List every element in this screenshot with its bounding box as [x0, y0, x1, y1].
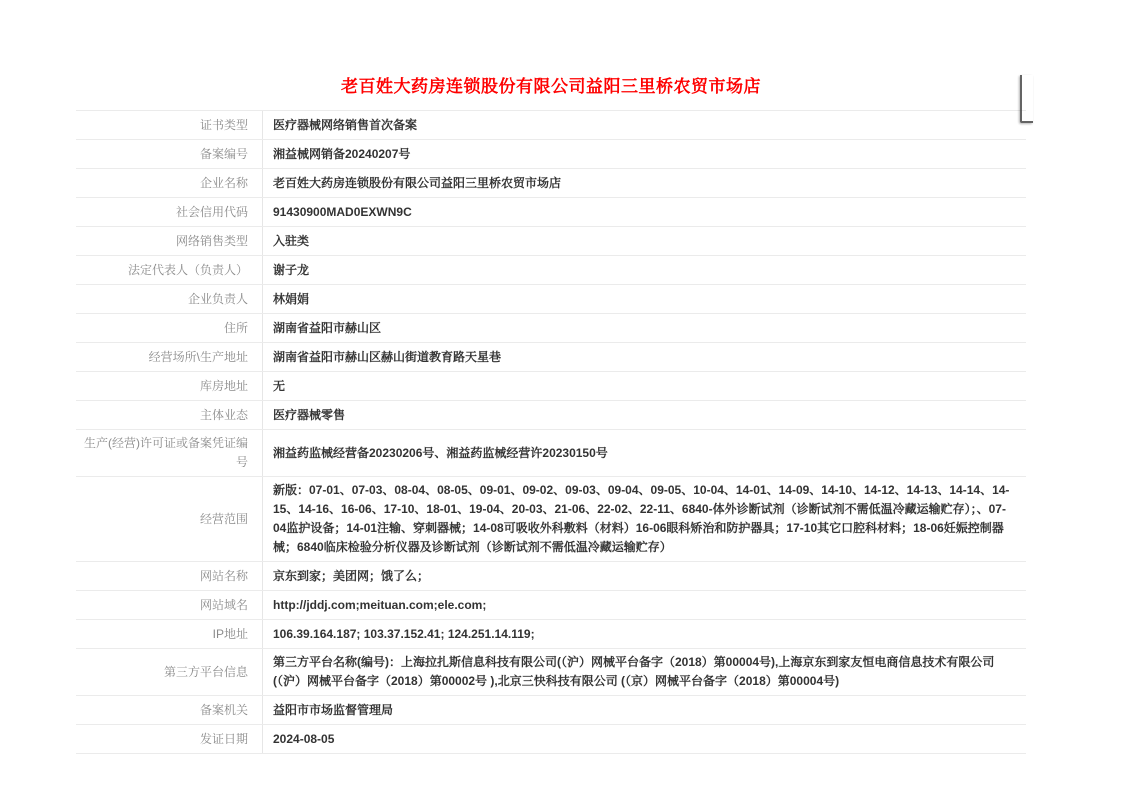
row-value-text: 2024-08-05: [273, 731, 335, 746]
row-label: 住所: [223, 320, 248, 335]
row-value: [262, 477, 1026, 561]
table-row: [76, 561, 1026, 590]
table-row: [76, 110, 1026, 139]
row-label: IP地址: [212, 626, 248, 641]
table-row: [76, 695, 1026, 724]
row-value: [262, 372, 1026, 400]
row-value-text: http://jddj.com;meituan.com;ele.com;: [273, 597, 487, 612]
table-row: [76, 342, 1026, 371]
row-label: 库房地址: [199, 378, 248, 393]
table-row: [76, 648, 1026, 695]
row-value: [262, 198, 1026, 226]
row-label: 网络销售类型: [175, 233, 248, 248]
certificate-document: [76, 63, 1026, 754]
table-row: [76, 476, 1026, 561]
row-label: 备案机关: [199, 702, 248, 717]
row-label: 社会信用代码: [175, 204, 248, 219]
row-label: 企业负责人: [187, 291, 248, 306]
row-value: [262, 620, 1026, 648]
table-row: [76, 313, 1026, 342]
row-value-text: 无: [273, 378, 286, 393]
row-value: [262, 430, 1026, 476]
row-value: [262, 169, 1026, 197]
row-label: 法定代表人（负责人）: [127, 262, 248, 277]
row-value-text: 老百姓大药房连锁股份有限公司益阳三里桥农贸市场店: [273, 175, 562, 190]
row-value-text: 湘益械网销备20240207号: [273, 146, 411, 161]
row-label: 网站域名: [199, 597, 248, 612]
row-value-text: 新版：07-01、07-03、08-04、08-05、09-01、09-02、09-03、09-04、09-05、10-04、14-01、14-09、14-10、14-12、14-13、14-14、14-15、14-16、16-06、17-10、18-01、19-04、20-03、21-06、22-02、22-11、6840-体外诊断试剂（诊断试剂不需低温冷藏运输贮存）；、07-04监护设备；14-01注输、穿刺器械；14-08可吸收外科敷料（材料）16-06眼科矫治和防护器具；17-10其它口腔科材料；18-06妊娠控制器械；6840临床检验分析仪器及诊断试剂（诊断试剂不需低温冷藏运输贮存）: [273, 483, 1010, 554]
row-value-text: 湖南省益阳市赫山区: [273, 320, 382, 335]
row-value-text: 湖南省益阳市赫山区赫山街道教育路天星巷: [273, 349, 502, 364]
row-value-text: 林娟娟: [273, 291, 310, 306]
row-value: [262, 696, 1026, 724]
row-label: 证书类型: [199, 117, 248, 132]
row-label: 企业名称: [199, 175, 248, 190]
row-value-text: 医疗器械网络销售首次备案: [273, 117, 418, 132]
row-value: [262, 401, 1026, 429]
row-label: 经营范围: [199, 511, 248, 526]
table-row: [76, 255, 1026, 284]
row-value: [262, 725, 1026, 753]
page-title: 老百姓大药房连锁股份有限公司益阳三里桥农贸市场店: [341, 77, 761, 96]
table-row: [76, 590, 1026, 619]
certificate-table: [76, 110, 1026, 754]
row-value-text: 谢子龙: [273, 262, 310, 277]
row-label: 经营场所\生产地址: [148, 349, 248, 364]
row-value-text: 医疗器械零售: [273, 407, 346, 422]
row-label: 发证日期: [199, 731, 248, 746]
table-row: [76, 724, 1026, 753]
row-value-text: 106.39.164.187; 103.37.152.41; 124.251.14.119;: [273, 626, 535, 641]
table-row: [76, 400, 1026, 429]
row-value: [262, 591, 1026, 619]
row-value: [262, 343, 1026, 371]
table-row: [76, 139, 1026, 168]
table-row: [76, 429, 1026, 476]
row-value: [262, 140, 1026, 168]
table-row: [76, 619, 1026, 648]
row-label: 第三方平台信息: [163, 664, 248, 679]
row-value-text: 湘益药监械经营备20230206号、湘益药监械经营许20230150号: [273, 445, 608, 460]
row-value-text: 入驻类: [273, 233, 310, 248]
row-label: 网站名称: [199, 568, 248, 583]
row-value: [262, 562, 1026, 590]
table-row: [76, 284, 1026, 313]
row-label: 生产(经营)许可证或备案凭证编号: [84, 436, 248, 469]
corner-line-artifact: [1020, 75, 1033, 123]
row-value-text: 京东到家；美团网；饿了么；: [273, 568, 430, 583]
row-value-text: 第三方平台名称(编号)：上海拉扎斯信息科技有限公司(（沪）网械平台备字（2018）第00004号),上海京东到家友恒电商信息技术有限公司(（沪）网械平台备字（2018）第00002号 ),北京三快科技有限公司 (（京）网械平台备字（2018）第00004号): [273, 655, 995, 688]
row-value: [262, 285, 1026, 313]
row-label: 备案编号: [199, 146, 248, 161]
table-row: [76, 371, 1026, 400]
row-label: 主体业态: [199, 407, 248, 422]
table-row: [76, 168, 1026, 197]
table-row: [76, 197, 1026, 226]
row-value: [262, 227, 1026, 255]
row-value: [262, 649, 1026, 695]
row-value-text: 益阳市市场监督管理局: [273, 702, 394, 717]
table-row: [76, 226, 1026, 255]
row-value: [262, 256, 1026, 284]
row-value: [262, 314, 1026, 342]
row-value-text: 91430900MAD0EXWN9C: [273, 204, 412, 219]
row-value: [262, 111, 1026, 139]
